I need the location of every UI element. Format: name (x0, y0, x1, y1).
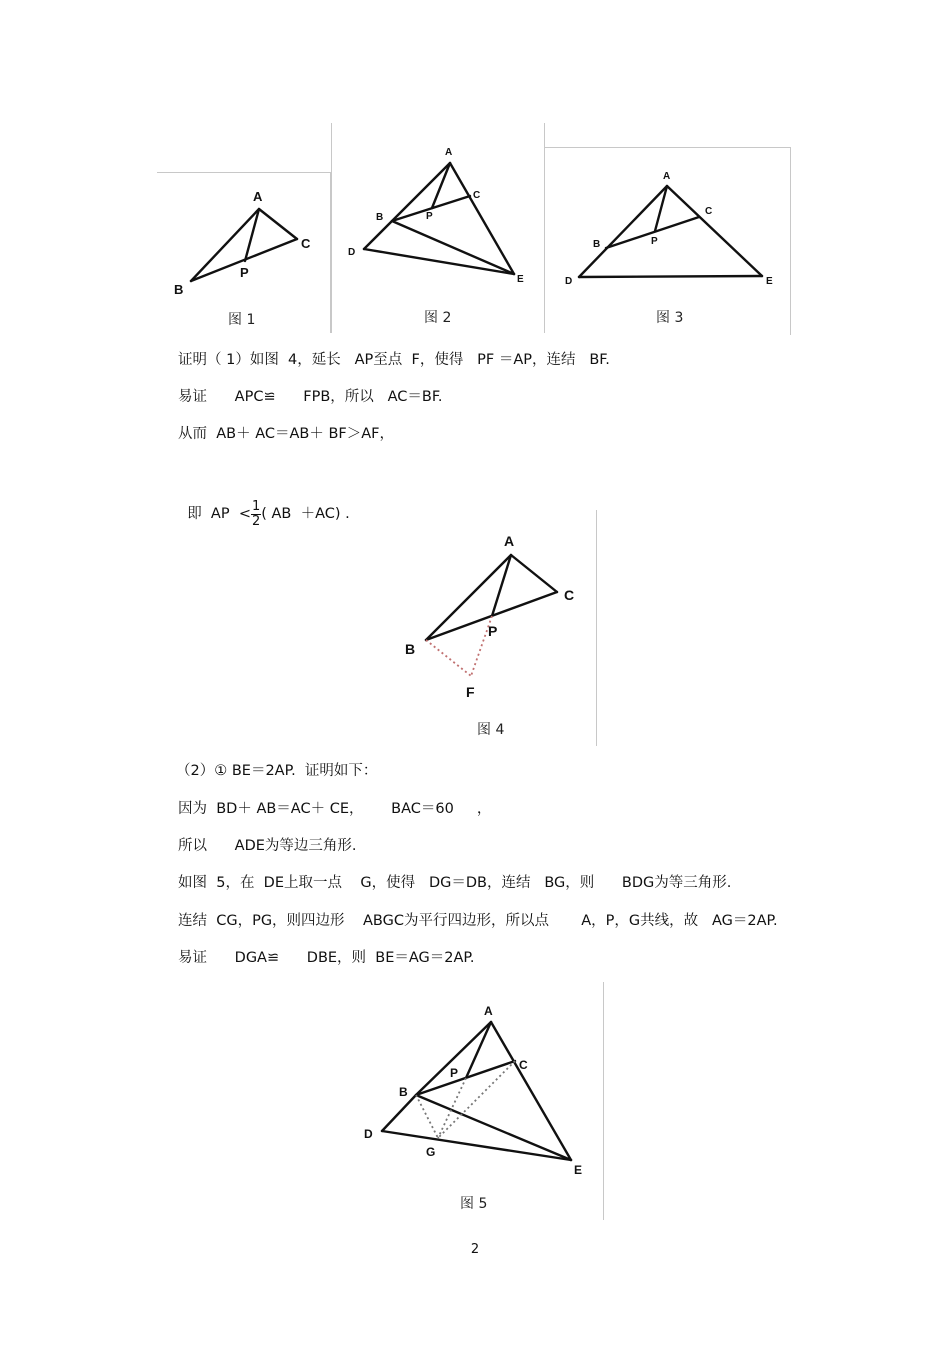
figure-3 (545, 150, 790, 334)
fig5-frame (603, 982, 604, 1220)
figure-2 (332, 126, 542, 332)
fig5-label-a: A (484, 1004, 493, 1018)
fig4-label-a: A (504, 533, 515, 549)
text-line-8: 如图 5，在 DE上取一点 G，使得 DG＝DB，连结 BG，则 BDG为等三角形. (178, 875, 732, 891)
fig2-label-b: B (376, 212, 384, 223)
fig2-label-e: E (517, 274, 524, 285)
figure-1 (160, 175, 330, 335)
text-line-10: 易证 DGA≌ DBE，则 BE＝AG＝2AP. (178, 950, 475, 966)
fig3-label-e: E (766, 276, 773, 287)
fig1-label-b: B (174, 282, 184, 297)
fig3-label-a: A (663, 171, 671, 182)
fig5-label-e: E (574, 1163, 583, 1177)
fig1-caption: 图 1 (228, 312, 256, 328)
text-line-5: （2）① BE＝2AP. 证明如下： (176, 763, 378, 779)
fig3-label-d: D (565, 276, 573, 287)
fig2-label-c: C (473, 190, 481, 201)
text-line-9: 连结 CG，PG，则四边形 ABGC为平行四边形，所以点 A，P，G共线，故 AG＝2AP. (178, 913, 778, 929)
fig3-label-b: B (593, 239, 601, 250)
fig5-label-p: P (450, 1066, 459, 1080)
fig4-caption: 图 4 (477, 722, 505, 738)
fig2-label-d: D (348, 247, 356, 258)
fig3-caption: 图 3 (656, 310, 684, 326)
fraction-half (251, 500, 261, 529)
fig4-label-p: P (488, 623, 498, 639)
text-line-2: 易证 APC≌ FPB，所以 AC＝BF. (178, 389, 443, 405)
text-line-1: 证明（ 1）如图 4，延长 AP至点 F，使得 PF ＝AP，连结 BF. (178, 352, 610, 368)
fig4-frame (596, 510, 597, 746)
fig1-label-a: A (253, 189, 263, 204)
fig4-label-b: B (405, 641, 416, 657)
fig5-label-g: G (426, 1145, 436, 1159)
fig5-label-c: C (519, 1058, 528, 1072)
text-line-4-pre: 即 AP < (187, 506, 251, 522)
fig4-label-f: F (466, 684, 475, 700)
fig5-caption: 图 5 (460, 1196, 488, 1212)
fig1-label-c: C (301, 236, 311, 251)
text-line-4-post: ( AB ＋AC) . (261, 506, 350, 522)
fig5-label-d: D (364, 1127, 373, 1141)
fig2-label-a: A (445, 147, 453, 158)
fig2-caption: 图 2 (424, 310, 452, 326)
fraction-denominator: 2 (251, 513, 261, 529)
fig5-label-b: B (399, 1085, 408, 1099)
text-line-7: 所以 ADE为等边三角形. (178, 838, 357, 854)
fig1-label-p: P (240, 265, 249, 280)
fig3-label-c: C (705, 206, 713, 217)
fraction-numerator: 1 (251, 498, 261, 514)
figure-5 (360, 1000, 600, 1215)
text-line-4 (178, 460, 350, 532)
page-number: 2 (470, 1242, 480, 1257)
text-line-3: 从而 AB＋ AC＝AB＋ BF＞AF， (178, 426, 395, 442)
fig2-label-p: P (426, 211, 433, 222)
text-line-6: 因为 BD＋ AB＝AC＋ CE， BAC＝60 ， (178, 801, 492, 817)
fig3-label-p: P (651, 236, 658, 247)
fig4-label-c: C (564, 587, 575, 603)
figure-4 (395, 525, 595, 745)
